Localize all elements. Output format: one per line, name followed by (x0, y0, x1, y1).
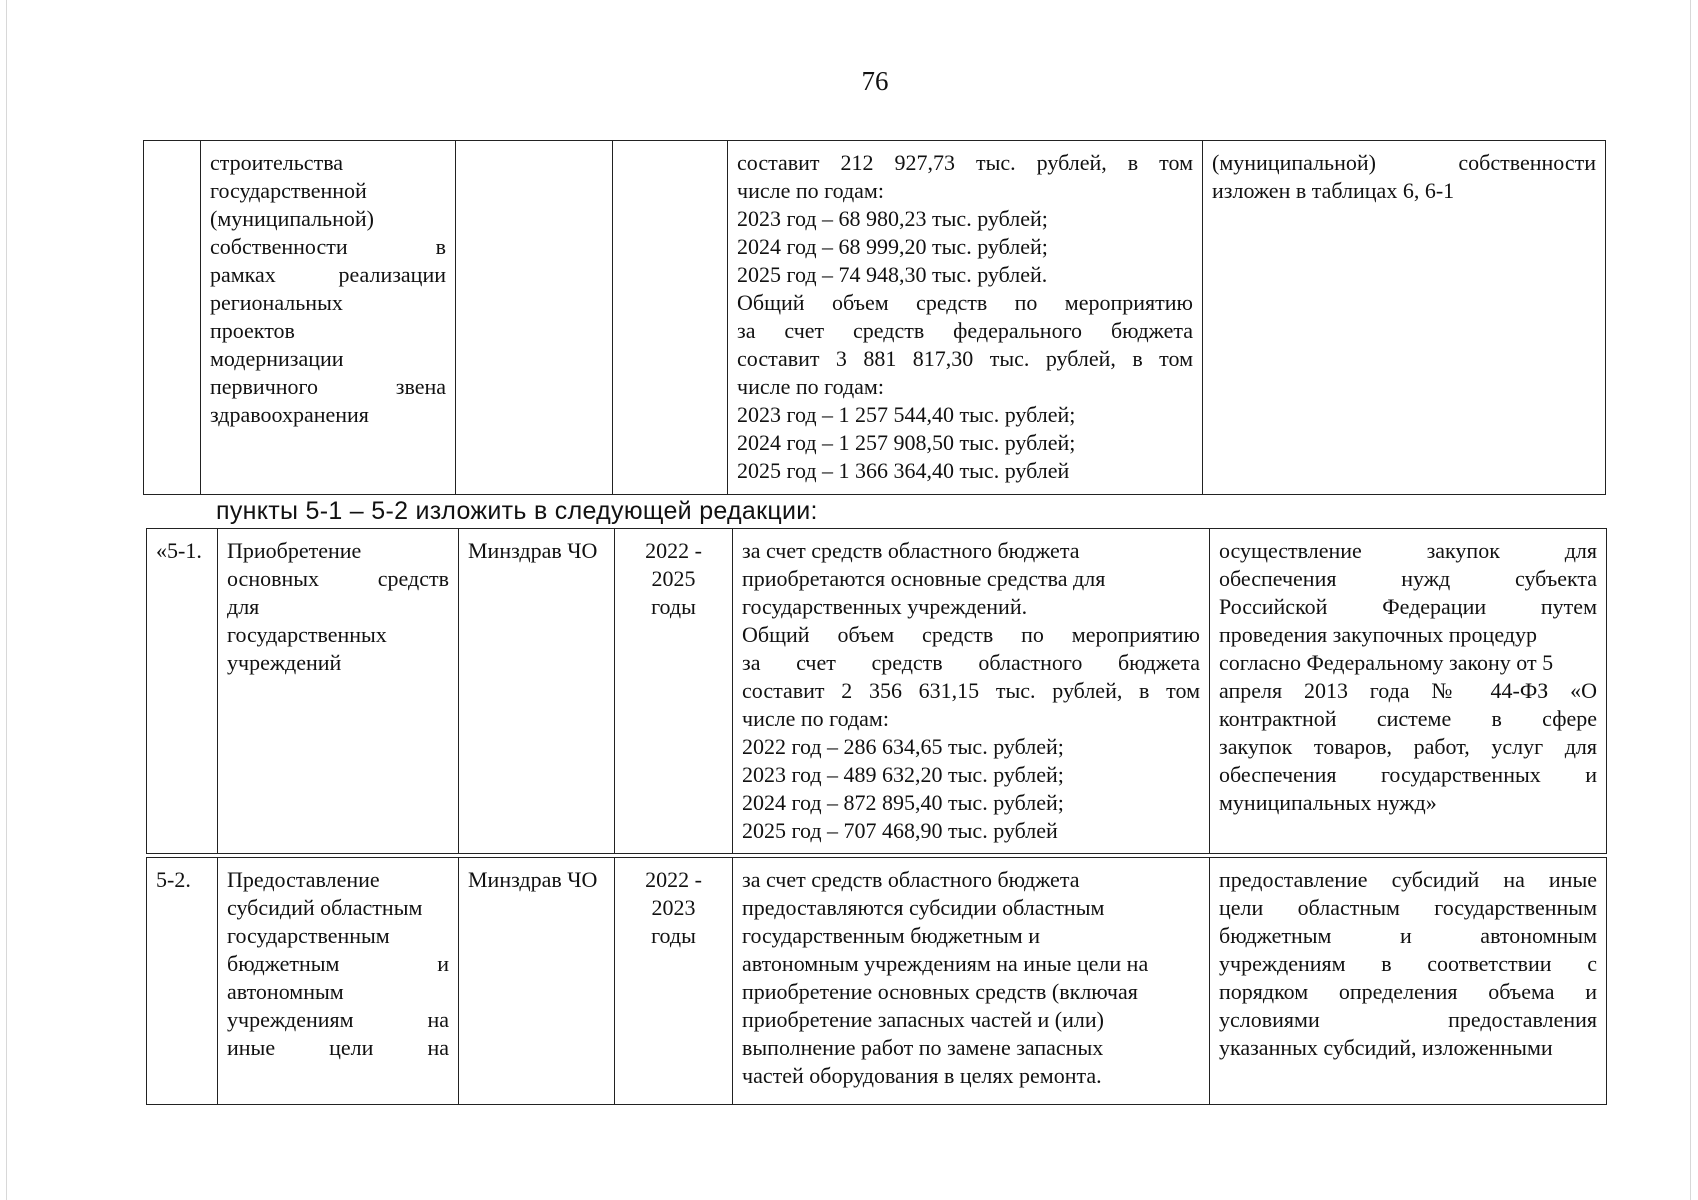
name-cell (218, 858, 459, 1105)
finance-cell (733, 858, 1210, 1105)
result-line: цели областным государственным (1219, 895, 1597, 920)
result-line: предоставление субсидий на иные (1219, 867, 1597, 892)
name-line: государственным (227, 923, 390, 948)
name-line: региональных (210, 290, 343, 315)
name-line: проектов (210, 318, 295, 343)
result-line: осуществление закупок для (1219, 538, 1597, 563)
measures-table-row-5-1 (146, 528, 1607, 854)
num-cell: 5-2. (147, 858, 218, 1105)
result-cell (1210, 529, 1607, 854)
finance-line: Общий объем средств по мероприятию (737, 290, 1193, 315)
num-cell: «5-1. (147, 529, 218, 854)
finance-line: 2023 год – 489 632,20 тыс. рублей; (742, 762, 1064, 787)
executor-cell: Минздрав ЧО (459, 858, 615, 1105)
measures-table-row-5-2 (146, 857, 1607, 1105)
result-line: муниципальных нужд» (1219, 790, 1437, 815)
name-line: государственных (227, 622, 387, 647)
result-line: (муниципальной) собственности (1212, 150, 1596, 175)
result-line: изложен в таблицах 6, 6-1 (1212, 178, 1455, 203)
table-row (147, 858, 1607, 1105)
num-cell (144, 141, 201, 495)
finance-line: 2023 год – 1 257 544,40 тыс. рублей; (737, 402, 1076, 427)
name-cell (218, 529, 459, 854)
finance-line: за счет средств областного бюджета (742, 538, 1080, 563)
name-line: рамках реализации (210, 262, 446, 287)
name-line: автономным (227, 979, 344, 1004)
result-line: контрактной системе в сфере (1219, 706, 1597, 731)
finance-line: 2024 год – 1 257 908,50 тыс. рублей; (737, 430, 1076, 455)
finance-line: 2025 год – 74 948,30 тыс. рублей. (737, 262, 1048, 287)
name-line: Предоставление (227, 867, 380, 892)
executor-cell (456, 141, 613, 495)
result-cell (1210, 858, 1607, 1105)
finance-line: числе по годам: (737, 374, 884, 399)
amendment-instruction: пункты 5-1 – 5-2 изложить в следующей редакции: (216, 497, 818, 525)
name-line: собственности в (210, 234, 446, 259)
finance-line: составит 3 881 817,30 тыс. рублей, в том (737, 346, 1193, 371)
years-line: 2025 (651, 566, 696, 591)
finance-line: 2025 год – 1 366 364,40 тыс. рублей (737, 458, 1070, 483)
result-line: проведения закупочных процедур (1219, 622, 1538, 647)
finance-line: числе по годам: (737, 178, 884, 203)
name-line: основных средств (227, 566, 449, 591)
result-line: порядком определения объема и (1219, 979, 1597, 1004)
page-number: 76 (861, 66, 889, 96)
result-line: обеспечения нужд субъекта (1219, 566, 1597, 591)
name-line: иные цели на (227, 1035, 449, 1060)
result-line: учреждениям в соответствии с (1219, 951, 1597, 976)
finance-line: составит 212 927,73 тыс. рублей, в том (737, 150, 1193, 175)
finance-line: частей оборудования в целях ремонта. (742, 1063, 1102, 1088)
name-line: модернизации (210, 346, 344, 371)
name-line: бюджетным и (227, 951, 449, 976)
finance-line: за счет средств областного бюджета (742, 867, 1080, 892)
finance-line: за счет средств федерального бюджета (737, 318, 1193, 343)
name-line: первичного звена (210, 374, 446, 399)
result-line: Российской Федерации путем (1219, 594, 1597, 619)
result-line: согласно Федеральному закону от 5 (1219, 650, 1554, 675)
finance-line: составит 2 356 631,15 тыс. рублей, в том (742, 678, 1200, 703)
years-cell (615, 858, 733, 1105)
years-line: годы (651, 594, 696, 619)
finance-line: 2024 год – 872 895,40 тыс. рублей; (742, 790, 1064, 815)
table-row (147, 529, 1607, 854)
finance-line: 2025 год – 707 468,90 тыс. рублей (742, 818, 1058, 843)
result-line: условиями предоставления (1219, 1007, 1597, 1032)
continuation-row (144, 141, 1606, 495)
finance-line: приобретение основных средств (включая (742, 979, 1138, 1004)
finance-line: 2024 год – 68 999,20 тыс. рублей; (737, 234, 1048, 259)
years-line: 2022 - (645, 538, 702, 563)
scan-left-edge (6, 0, 7, 1200)
continuation-table (143, 140, 1606, 495)
years-cell (613, 141, 728, 495)
name-line: для (227, 594, 260, 619)
finance-line: автономным учреждениям на иные цели на (742, 951, 1149, 976)
executor-cell: Минздрав ЧО (459, 529, 615, 854)
finance-line: Общий объем средств по мероприятию (742, 622, 1200, 647)
result-line: обеспечения государственных и (1219, 762, 1597, 787)
years-line: годы (651, 923, 696, 948)
result-line: бюджетным и автономным (1219, 923, 1597, 948)
finance-line: выполнение работ по замене запасных (742, 1035, 1104, 1060)
finance-line: приобретение запасных частей и (или) (742, 1007, 1104, 1032)
finance-cell (728, 141, 1203, 495)
years-line: 2022 - (645, 867, 702, 892)
name-line: государственной (210, 178, 367, 203)
name-line: субсидий областным (227, 895, 423, 920)
name-line: строительства (210, 150, 344, 175)
result-line: закупок товаров, работ, услуг для (1219, 734, 1597, 759)
finance-line: 2022 год – 286 634,65 тыс. рублей; (742, 734, 1064, 759)
years-line: 2023 (651, 895, 696, 920)
finance-line: государственных учреждений. (742, 594, 1028, 619)
scan-right-edge (1690, 0, 1691, 1200)
years-cell (615, 529, 733, 854)
name-line: здравоохранения (210, 402, 369, 427)
finance-line: числе по годам: (742, 706, 889, 731)
finance-line: предоставляются субсидии областным (742, 895, 1105, 920)
name-line: Приобретение (227, 538, 362, 563)
name-cell (201, 141, 456, 495)
result-line: указанных субсидий, изложенными (1219, 1035, 1553, 1060)
finance-line: за счет средств областного бюджета (742, 650, 1200, 675)
name-line: (муниципальной) (210, 206, 374, 231)
finance-cell (733, 529, 1210, 854)
name-line: учреждениям на (227, 1007, 449, 1032)
name-line: учреждений (227, 650, 342, 675)
result-cell (1203, 141, 1606, 495)
finance-line: 2023 год – 68 980,23 тыс. рублей; (737, 206, 1048, 231)
result-line: апреля 2013 года № 44-ФЗ «О (1219, 678, 1597, 703)
finance-line: приобретаются основные средства для (742, 566, 1106, 591)
finance-line: государственным бюджетным и (742, 923, 1040, 948)
